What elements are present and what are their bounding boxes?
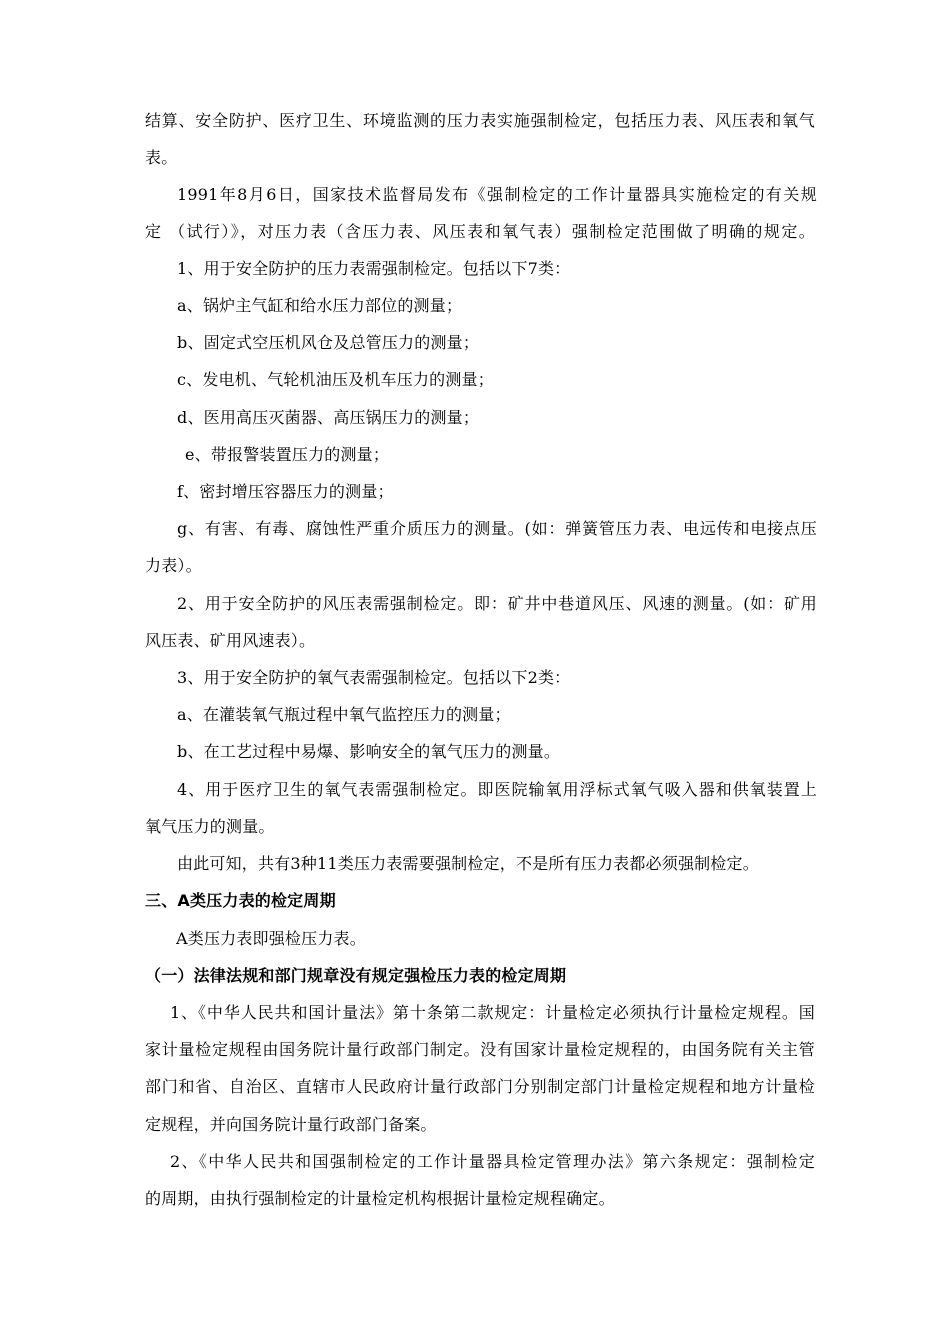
list-item: b、固定式空压机风仓及总管压力的测量；	[177, 333, 480, 352]
list-item: c、发电机、气轮机油压及机车压力的测量；	[177, 370, 494, 389]
list-item: a、锅炉主气缸和给水压力部位的测量；	[177, 296, 463, 315]
list-heading: 4、用于医疗卫生的氧气表需强制检定。即医院输氧用浮标式氧气吸入器和供氧装置上	[177, 780, 817, 799]
paragraph-line: 部门和省、自治区、直辖市人民政府计量行政部门分别制定部门计量检定规程和地方计量检	[145, 1077, 815, 1096]
list-heading: 1、用于安全防护的压力表需强制检定。包括以下7类：	[177, 259, 571, 278]
summary-paragraph: 由此可知，共有3种11类压力表需要强制检定，不是所有压力表都必须强制检定。	[177, 854, 759, 873]
paragraph-line: 1991年8月6日，国家技术监督局发布《强制检定的工作计量器具实施检定的有关规	[177, 185, 817, 204]
list-item: d、医用高压灭菌器、高压锅压力的测量；	[177, 408, 480, 427]
paragraph-line: 表。	[145, 148, 178, 167]
list-item-continued: 力表）。	[145, 556, 202, 575]
paragraph-line: 1、《中华人民共和国计量法》第十条第二款规定：计量检定必须执行计量检定规程。国	[170, 1003, 815, 1022]
list-heading: 2、用于安全防护的风压表需强制检定。即：矿井中巷道风压、风速的测量。(如：矿用	[177, 594, 817, 613]
list-item: b、在工艺过程中易爆、影响安全的氧气压力的测量。	[177, 742, 561, 761]
list-item: f、密封增压容器压力的测量；	[177, 482, 394, 501]
paragraph-line: A类压力表即强检压力表。	[176, 929, 366, 948]
paragraph-line: 家计量检定规程由国务院计量行政部门制定。没有国家计量检定规程的，由国务院有关主管	[145, 1040, 815, 1059]
paragraph-line: 定规程，并向国务院计量行政部门备案。	[145, 1115, 437, 1134]
list-heading: 3、用于安全防护的氧气表需强制检定。包括以下2类：	[177, 668, 571, 687]
section-heading: 三、A类压力表的检定周期	[145, 891, 336, 910]
list-heading-continued: 风压表、矿用风速表）。	[145, 631, 316, 650]
list-heading-continued: 氧气压力的测量。	[145, 817, 275, 836]
list-item: e、带报警装置压力的测量；	[185, 445, 390, 464]
list-item: g、有害、有毒、腐蚀性严重介质压力的测量。(如：弹簧管压力表、电远传和电接点压	[177, 519, 817, 538]
list-item: a、在灌装氧气瓶过程中氧气监控压力的测量；	[177, 705, 511, 724]
paragraph-line: 2、《中华人民共和国强制检定的工作计量器具检定管理办法》第六条规定：强制检定	[170, 1152, 815, 1171]
paragraph-line: 的周期，由执行强制检定的计量检定机构根据计量检定规程确定。	[145, 1189, 615, 1208]
paragraph-line: 定 （试行）》，对压力表（含压力表、风压表和氧气表）强制检定范围做了明确的规定。	[145, 222, 815, 241]
paragraph-line: 结算、安全防护、医疗卫生、环境监测的压力表实施强制检定，包括压力表、风压表和氧气	[145, 111, 815, 130]
subsection-heading: （一）法律法规和部门规章没有规定强检压力表的检定周期	[145, 966, 567, 985]
